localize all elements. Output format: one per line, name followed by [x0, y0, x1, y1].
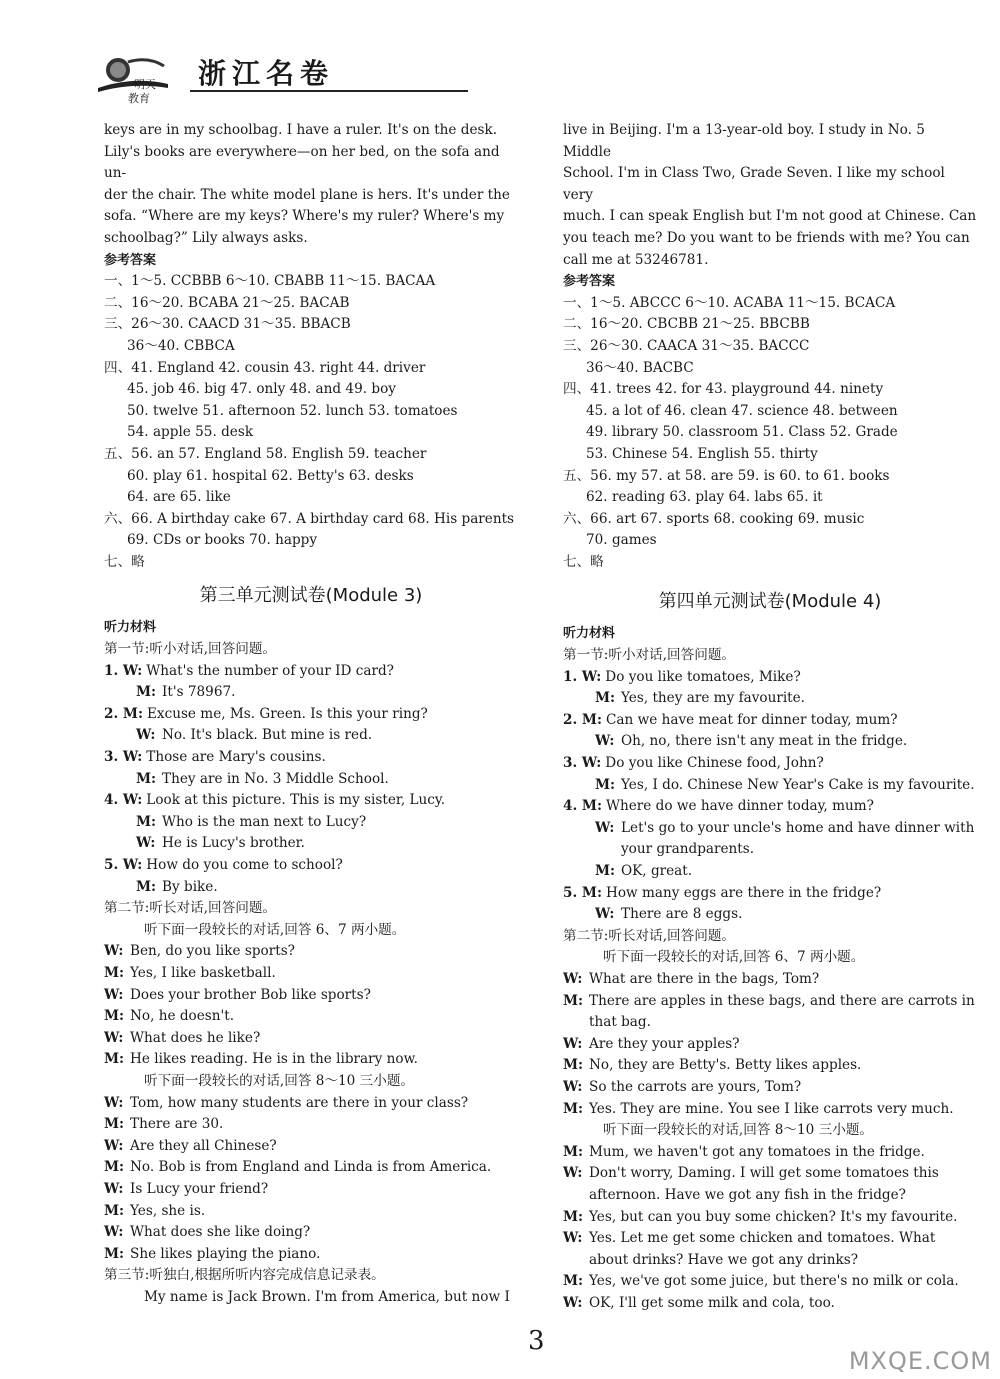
dialog-text: There are 8 eggs. [621, 906, 743, 923]
left-column [104, 120, 518, 1308]
dialog-line [563, 1077, 977, 1099]
part-heading: 第二节:听长对话,回答问题。 [563, 927, 736, 944]
dialog-text: Mum, we haven't got any tomatoes in the fridge. [589, 1143, 925, 1160]
dialog-text: No. It's black. But mine is red. [162, 727, 373, 744]
speaker-label: M: [136, 878, 157, 895]
dialog-text: There are apples in these bags, and there are carrots in that bag. [589, 992, 975, 1031]
answer-line: 五、56. my 57. at 58. are 59. is 60. to 61. books [563, 467, 890, 484]
speaker-label: M: [104, 964, 125, 981]
answers-label: 参考答案 [104, 252, 157, 268]
dialog-text: Is Lucy your friend? [130, 1180, 269, 1197]
dialog-text: He likes reading. He is in the library now. [130, 1051, 418, 1068]
dialog-line [104, 1244, 518, 1266]
part-heading: 第三节:听独白,根据所听内容完成信息记录表。 [104, 1267, 385, 1284]
answer-line: 69. CDs or books 70. happy [127, 532, 318, 549]
speaker-label: M: [104, 1202, 125, 1219]
dialog-text: How many eggs are there in the fridge? [606, 884, 882, 901]
speaker-label: W: [563, 1165, 583, 1182]
dialog-text: Look at this picture. This is my sister, Lucy. [146, 792, 446, 809]
speaker-label: W: [104, 986, 124, 1003]
intro-line: School. I'm in Class Two, Grade Seven. I like my school very [563, 165, 945, 203]
dialog-line [104, 1006, 518, 1028]
answer-line: 45. a lot of 46. clean 47. science 48. between [586, 402, 898, 419]
speaker-label: 1. W: [104, 662, 143, 679]
answer-line: 二、16～20. CBCBB 21～25. BBCBB [563, 316, 810, 333]
speaker-label: M: [136, 770, 157, 787]
dialog-line [563, 731, 977, 753]
dialog-line [563, 1099, 977, 1121]
dialog-line [104, 812, 518, 834]
dialog-line [104, 1136, 518, 1158]
answer-line: 五、56. an 57. England 58. English 59. teacher [104, 445, 427, 462]
dialog-line [563, 1163, 977, 1206]
answer-line: 四、41. England 42. cousin 43. right 44. driver [104, 359, 426, 376]
dialog-text: Do you like Chinese food, John? [605, 755, 824, 772]
speaker-label: W: [104, 943, 124, 960]
speaker-label: W: [595, 733, 615, 750]
dialog-text: OK, I'll get some milk and cola, too. [589, 1294, 835, 1311]
speaker-label: M: [563, 992, 584, 1009]
dialog-text: There are 30. [130, 1116, 224, 1133]
speaker-label: 1. W: [563, 668, 602, 685]
speaker-label: 3. W: [563, 755, 602, 772]
dialog-text: Does your brother Bob like sports? [130, 986, 371, 1003]
intro-line: der the chair. The white model plane is hers. It's under the [104, 186, 510, 203]
dialog-text: She likes playing the piano. [130, 1245, 321, 1262]
speaker-label: 4. M: [563, 798, 602, 815]
page-number: 3 [528, 1326, 545, 1356]
dialog-text: What's the number of your ID card? [146, 662, 394, 679]
dialog-line [104, 833, 518, 855]
intro-line: Lily's books are everywhere—on her bed, on the sofa and un- [104, 143, 500, 182]
dialog-text: Do you like tomatoes, Mike? [605, 668, 801, 685]
answer-line: 62. reading 63. play 64. labs 65. it [586, 489, 823, 506]
speaker-label: W: [595, 819, 615, 836]
header-rule [190, 90, 468, 92]
dialog-line [563, 969, 977, 991]
dialog-text: Yes. Let me get some chicken and tomatoes. What about drinks? Have we got any drinks? [589, 1230, 936, 1268]
dialog-text: So the carrots are yours, Tom? [589, 1078, 802, 1095]
speaker-label: M: [563, 1208, 584, 1225]
dialog-line [563, 1034, 977, 1056]
speaker-label: 2. M: [563, 711, 602, 728]
dialog-line [104, 1049, 518, 1071]
speaker-label: 5. W: [104, 857, 143, 873]
speaker-label: W: [104, 1224, 124, 1241]
dialog-text: Yes, she is. [130, 1202, 206, 1219]
dialog-text: Yes, we've got some juice, but there's no milk or cola. [589, 1273, 959, 1290]
intro-line: live in Beijing. I'm a 13-year-old boy. I study in No. 5 Middle [563, 122, 925, 160]
instruction: 听下面一段较长的对话,回答 6、7 两小题。 [603, 949, 865, 966]
dialog-line [563, 904, 977, 926]
intro-line: call me at 53246781. [563, 251, 709, 268]
dialog-text: Who is the man next to Lucy? [162, 813, 367, 830]
part-heading: 第二节:听长对话,回答问题。 [104, 900, 277, 917]
book-title: 浙江名卷 [198, 57, 335, 90]
dialog-text: Ben, do you like sports? [130, 943, 295, 960]
speaker-label: M: [104, 1116, 125, 1133]
dialog-text: By bike. [162, 878, 218, 895]
answer-line: 四、41. trees 42. for 43. playground 44. ninety [563, 381, 884, 398]
dialog-line [104, 1028, 518, 1050]
intro-line: much. I can speak English but I'm not good at Chinese. Can [563, 208, 977, 225]
speaker-label: W: [104, 1094, 124, 1111]
long-dialog-2 [563, 1142, 977, 1315]
speaker-label: M: [595, 690, 616, 707]
dialog-line [563, 1055, 977, 1077]
dialog-line [563, 796, 977, 818]
answer-line: 三、26～30. CAACA 31～35. BACCC [563, 337, 810, 354]
instruction: 听下面一段较长的对话,回答 6、7 两小题。 [144, 921, 406, 938]
dialog-text: Yes. They are mine. You see I like carrots very much. [589, 1100, 954, 1117]
speaker-label: W: [104, 1137, 124, 1154]
speaker-label: W: [136, 835, 156, 852]
answers-label: 参考答案 [563, 274, 616, 290]
dialog-line [563, 1228, 977, 1271]
dialog-text: They are in No. 3 Middle School. [162, 770, 389, 787]
answer-line: 49. library 50. classroom 51. Class 52. Grade [586, 424, 898, 441]
instruction: 听下面一段较长的对话,回答 8～10 三小题。 [603, 1122, 874, 1139]
dialog-line [563, 1207, 977, 1229]
dialog-text: What does he like? [130, 1029, 261, 1046]
intro-line: sofa. “Where are my keys? Where's my ruler? Where's my [104, 208, 505, 225]
dialog-text: It's 78967. [162, 684, 236, 701]
dialog-line [563, 1271, 977, 1293]
answer-line: 53. Chinese 54. English 55. thirty [586, 445, 818, 462]
answer-line: 六、66. art 67. sports 68. cooking 69. music [563, 510, 865, 527]
part-heading: 第一节:听小对话,回答问题。 [104, 641, 277, 658]
speaker-label: M: [563, 1143, 584, 1160]
answer-line: 36～40. BACBC [586, 359, 694, 376]
answer-line: 54. apple 55. desk [127, 424, 254, 441]
dialog-text: Yes, they are my favourite. [621, 690, 806, 707]
dialog-text: Are they your apples? [589, 1035, 740, 1052]
dialog-line [104, 725, 518, 747]
dialog-line [104, 661, 518, 683]
dialog-line [104, 769, 518, 791]
speaker-label: M: [136, 813, 157, 830]
dialog-text: Can we have meat for dinner today, mum? [606, 711, 898, 728]
answer-line: 60. play 61. hospital 62. Betty's 63. desks [127, 467, 414, 484]
speaker-label: W: [563, 1035, 583, 1052]
speaker-label: W: [563, 970, 583, 987]
instruction: 听下面一段较长的对话,回答 8～10 三小题。 [144, 1072, 415, 1089]
intro-line: keys are in my schoolbag. I have a ruler. It's on the desk. [104, 122, 498, 138]
speaker-label: W: [563, 1078, 583, 1095]
dialog-text: Excuse me, Ms. Green. Is this your ring? [147, 705, 428, 722]
dialog-line [104, 855, 518, 877]
logo-text-1: 明天 [134, 78, 156, 91]
answer-line: 一、1～5. CCBBB 6～10. CBABB 11～15. BACAA [104, 273, 436, 290]
dialog-text: Yes, I like basketball. [130, 964, 276, 981]
answer-line: 64. are 65. like [127, 489, 231, 506]
dialog-text: What does she like doing? [130, 1224, 311, 1241]
watermark: MXQE.COM [848, 1347, 992, 1375]
answer-line: 36～40. CBBCA [127, 337, 235, 354]
short-dialogs [104, 661, 518, 899]
dialog-text: No, he doesn't. [130, 1008, 235, 1025]
dialog-line [104, 682, 518, 704]
answer-line: 七、略 [104, 553, 145, 570]
dialog-line [104, 1222, 518, 1244]
dialog-text: What are there in the bags, Tom? [589, 970, 820, 987]
monologue-line: My name is Jack Brown. I'm from America, but now I [144, 1288, 510, 1305]
intro-line: schoolbag?” Lily always asks. [104, 229, 308, 246]
dialog-line [104, 1157, 518, 1179]
dialog-text: No. Bob is from England and Linda is from America. [130, 1159, 492, 1176]
speaker-label: M: [595, 776, 616, 793]
answer-line: 45. job 46. big 47. only 48. and 49. boy [127, 381, 396, 398]
dialog-text: Yes, I do. Chinese New Year's Cake is my favourite. [621, 776, 975, 793]
dialog-line [563, 688, 977, 710]
listening-label: 听力材料 [104, 620, 157, 636]
dialog-line [104, 941, 518, 963]
dialog-line [104, 790, 518, 812]
dialog-line [563, 775, 977, 797]
dialog-text: Oh, no, there isn't any meat in the fridge. [621, 733, 908, 750]
answer-line: 六、66. A birthday cake 67. A birthday card 68. His parents [104, 510, 515, 527]
intro-line: you teach me? Do you want to be friends with me? You can [563, 229, 970, 246]
speaker-label: M: [595, 863, 616, 879]
dialog-line [104, 1179, 518, 1201]
dialog-line [563, 991, 977, 1034]
long-dialog-1 [104, 941, 518, 1071]
dialog-line [104, 704, 518, 726]
speaker-label: W: [563, 1294, 583, 1311]
page-header [98, 40, 518, 105]
dialog-text: Are they all Chinese? [130, 1137, 277, 1154]
answer-line: 三、26～30. CAACD 31～35. BBACB [104, 316, 351, 333]
dialog-text: OK, great. [621, 863, 693, 879]
answer-line: 50. twelve 51. afternoon 52. lunch 53. tomatoes [127, 402, 458, 419]
dialog-line [563, 861, 977, 883]
dialog-text: How do you come to school? [146, 857, 343, 873]
answer-line: 70. games [586, 532, 657, 549]
speaker-label: 5. M: [563, 884, 602, 901]
speaker-label: W: [104, 1029, 124, 1046]
dialog-line [104, 747, 518, 769]
dialog-line [104, 1201, 518, 1223]
speaker-label: W: [563, 1230, 583, 1247]
right-column [563, 120, 977, 1314]
listening-label: 听力材料 [563, 626, 616, 642]
dialog-line [104, 963, 518, 985]
part-heading: 第一节:听小对话,回答问题。 [563, 647, 736, 664]
dialog-text: He is Lucy's brother. [162, 835, 305, 852]
dialog-line [563, 818, 977, 861]
dialog-line [104, 1114, 518, 1136]
dialog-line [104, 985, 518, 1007]
logo-text-2: 教育 [128, 92, 150, 105]
section-title: 第三单元测试卷(Module 3) [199, 585, 423, 607]
dialog-text: Tom, how many students are there in your class? [130, 1094, 469, 1111]
speaker-label: M: [104, 1245, 125, 1262]
speaker-label: 2. M: [104, 705, 143, 722]
dialog-line [563, 667, 977, 689]
speaker-label: M: [104, 1051, 125, 1068]
dialog-line [563, 1142, 977, 1164]
dialog-text: No, they are Betty's. Betty likes apples. [589, 1057, 862, 1074]
answer-line: 一、1～5. ABCCC 6～10. ACABA 11～15. BCACA [563, 294, 896, 311]
speaker-label: W: [104, 1180, 124, 1197]
dialog-line [563, 710, 977, 732]
dialog-line [104, 1093, 518, 1115]
speaker-label: M: [104, 1159, 125, 1176]
speaker-label: W: [595, 906, 615, 923]
answer-line: 二、16～20. BCABA 21～25. BACAB [104, 294, 350, 311]
section-title: 第四单元测试卷(Module 4) [658, 591, 882, 613]
long-dialog-2 [104, 1093, 518, 1266]
dialog-line [563, 883, 977, 905]
long-dialog-1 [563, 969, 977, 1120]
speaker-label: 3. W: [104, 749, 143, 766]
speaker-label: M: [563, 1057, 584, 1074]
speaker-label: M: [563, 1100, 584, 1117]
speaker-label: 4. W: [104, 792, 143, 809]
dialog-line [104, 877, 518, 899]
dialog-text: Yes, but can you buy some chicken? It's my favourite. [589, 1208, 958, 1225]
dialog-line [563, 753, 977, 775]
speaker-label: M: [136, 684, 157, 701]
speaker-label: M: [104, 1008, 125, 1025]
speaker-label: M: [563, 1273, 584, 1290]
dialog-text: Don't worry, Daming. I will get some tomatoes this afternoon. Have we got any fish in the fridge? [589, 1165, 939, 1203]
short-dialogs [563, 667, 977, 926]
dialog-text: Where do we have dinner today, mum? [606, 798, 874, 815]
answer-line: 七、略 [563, 553, 604, 570]
speaker-label: W: [136, 727, 156, 744]
dialog-text: Those are Mary's cousins. [146, 749, 326, 766]
dialog-line [563, 1293, 977, 1315]
dialog-text: Let's go to your uncle's home and have dinner with your grandparents. [621, 819, 975, 858]
